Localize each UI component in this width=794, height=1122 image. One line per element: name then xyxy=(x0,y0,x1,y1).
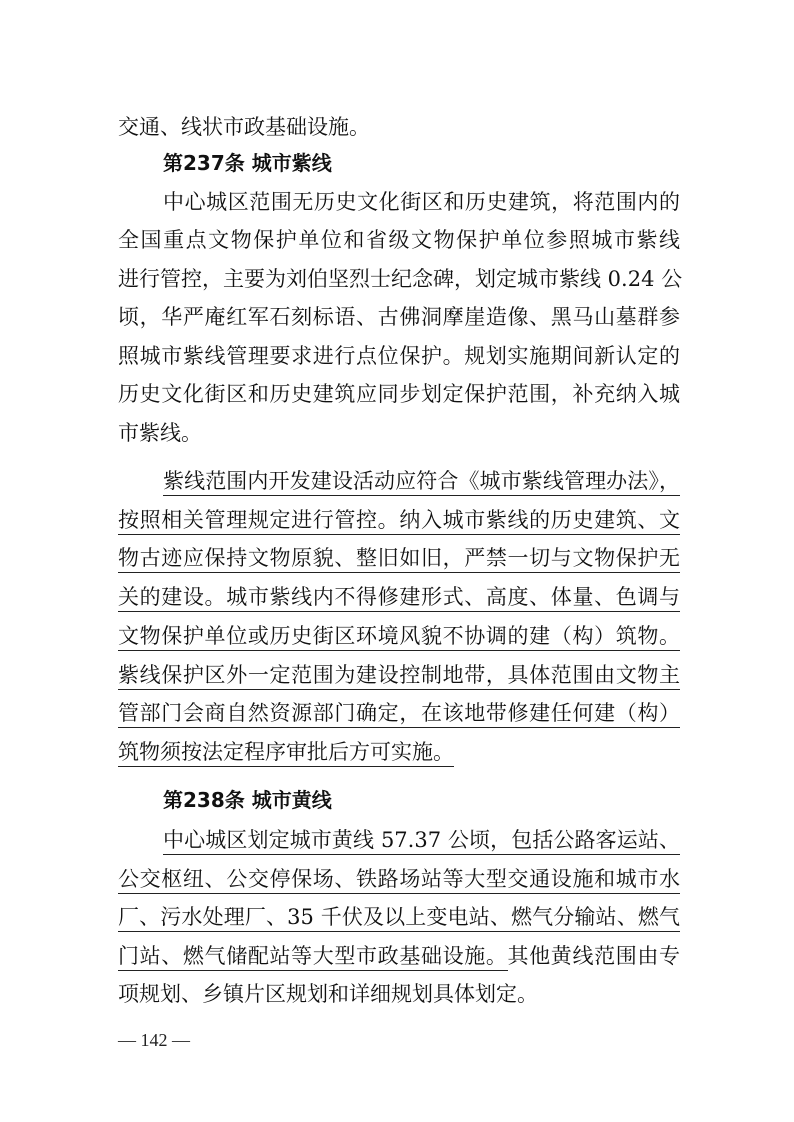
section-heading: 第237条 城市紫线 xyxy=(163,151,332,175)
text-line xyxy=(163,466,680,496)
page-number: — 142 — xyxy=(118,1030,190,1050)
text-line xyxy=(118,902,680,932)
underlined-text: 厂、污水处理厂、35 千伏及以上变电站、燃气分输站、燃气 xyxy=(118,905,680,932)
section-heading: 第238条 城市黄线 xyxy=(163,788,332,812)
underlined-text: 物古迹应保持文物原貌、整旧如旧，严禁一切与文物保护无 xyxy=(118,546,680,573)
underlined-text: 门站、燃气储配站等大型市政基础设施。 xyxy=(118,944,508,971)
underlined-text: 按照相关管理规定进行管控。纳入城市紫线的历史建筑、文 xyxy=(118,508,680,535)
underlined-text: 紫线范围内开发建设活动应符合《城市紫线管理办法》， xyxy=(163,469,680,496)
underlined-text: 紫线保护区外一定范围为建设控制地带，具体范围由文物主 xyxy=(118,663,680,690)
text-line xyxy=(118,621,680,651)
text-line: 历史文化街区和历史建筑应同步划定保护范围，补充纳入城 xyxy=(118,382,680,406)
text-segment: 其他黄线范围由专 xyxy=(507,944,681,968)
text-line xyxy=(118,737,680,767)
text-line xyxy=(118,505,680,535)
text-line xyxy=(118,941,680,971)
text-line xyxy=(118,698,680,728)
text-line xyxy=(118,543,680,573)
underlined-text: 管部门会商自然资源部门确定，在该地带修建任何建（构） xyxy=(118,701,680,728)
text-line xyxy=(163,825,680,855)
text-line: 市紫线。 xyxy=(118,421,202,445)
text-line: 照城市紫线管理要求进行点位保护。规划实施期间新认定的 xyxy=(118,344,680,368)
underlined-text: 公交枢纽、公交停保场、铁路场站等大型交通设施和城市水 xyxy=(118,867,680,894)
underlined-text: 文物保护单位或历史街区环境风貌不协调的建（构）筑物。 xyxy=(118,624,680,651)
text-line: 进行管控，主要为刘伯坚烈士纪念碑，划定城市紫线 0.24 公 xyxy=(118,267,683,291)
text-line: 中心城区范围无历史文化街区和历史建筑，将范围内的 xyxy=(163,190,680,214)
text-line xyxy=(118,864,680,894)
text-line: 项规划、乡镇片区规划和详细规划具体划定。 xyxy=(118,982,538,1006)
underlined-text: 中心城区划定城市黄线 57.37 公顷，包括公路客运站、 xyxy=(163,828,680,855)
text-line xyxy=(118,582,680,612)
underlined-text: 关的建设。城市紫线内不得修建形式、高度、体量、色调与 xyxy=(118,585,680,612)
text-line: 全国重点文物保护单位和省级文物保护单位参照城市紫线 xyxy=(118,228,680,252)
text-line: 交通、线状市政基础设施。 xyxy=(118,115,370,139)
text-line xyxy=(118,660,680,690)
text-line: 顷，华严庵红军石刻标语、古佛洞摩崖造像、黑马山墓群参 xyxy=(118,305,680,329)
underlined-text: 筑物须按法定程序审批后方可实施。 xyxy=(118,740,454,767)
